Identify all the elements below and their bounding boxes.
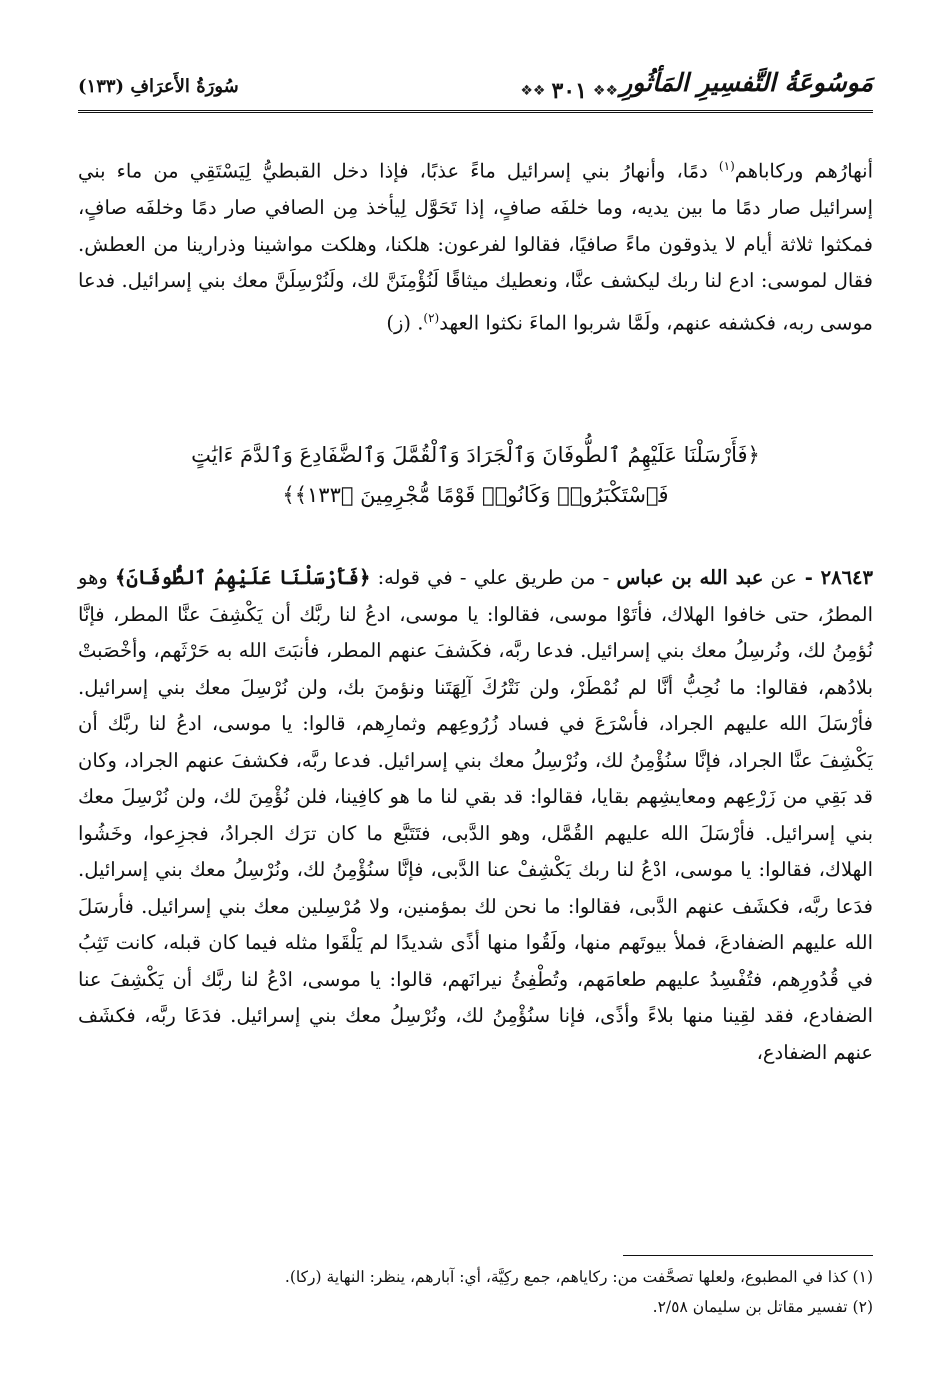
verse-line-1: ﴿فَأَرْسَلْنَا عَلَيْهِمُ ٱلطُّوفَانَ وَٱلْجَرَادَ وَٱلْقُمَّلَ وَٱلضَّفَادِعَ وَٱلدَّمَ ءَايَٰتٍ xyxy=(191,443,760,467)
quran-verse xyxy=(78,435,873,515)
paragraph-1-part-b: دمًا، وأنهارُ بني إسرائيل ماءً عذبًا، فإذا دخل القبطيُّ لِيَسْتَقِي من ماء بني إسرائيل صار دمًا ما بين يديه، وما خلفَه صافٍ، إذا تَحَوَّل لِيأخذ مِن الصافي صار دمًا وخلفَه صافٍ، فمكثوا ثلاثة أيام لا يذوقون ماءً صافيًا، فقالوا لفرعون: هلكنا، وهلكت مواشينا وذرارينا من العطش. فقال لموسى: ادع لنا ربك ليكشف عنَّا، ونعطيك ميثاقًا لَنُؤْمِنَنَّ لك، ولَنُرْسِلَنَّ معك بني إسرائيل. فدعا موسى ربه، فكشفه عنهم، ولَمَّا شربوا الماءَ نكثوا العهد xyxy=(78,159,873,334)
paragraph-1-part-a: أنهارُهم وركاباهم xyxy=(734,159,873,183)
paragraph-1-part-c: . (ز) xyxy=(386,311,424,334)
page-number: ٣٠١ xyxy=(551,78,587,104)
narration-intro: - من طريق علي - في قوله: xyxy=(370,566,617,589)
surah-label: سُورَةُ الأَعرَافِ (١٣٣) xyxy=(78,76,239,97)
footnote-1: (١) كذا في المطبوع، ولعلها تصحَّفت من: ركاياهم، جمع ركِيَّة، أي: آبارهم، ينظر: النهاية (ركا). xyxy=(284,1268,873,1286)
verse-quote: ﴿فَأَرْسَلْنَا عَلَيْهِمُ ٱلطُّوفَانَ﴾ xyxy=(114,566,371,589)
book-page xyxy=(78,60,873,1340)
verse-line-2: فَٱسْتَكْبَرُوا۟ وَكَانُوا۟ قَوْمًا مُّجْرِمِينَ ﴿١٣٣﴾﴾ xyxy=(282,483,669,507)
footnote-divider xyxy=(623,1255,873,1256)
narrator-name: عبد الله بن عباس xyxy=(616,566,764,589)
ornament-left-icon: ❖❖ xyxy=(520,83,546,99)
ornament-right-icon: ❖❖ xyxy=(592,83,618,99)
book-title: مَوسُوعَةُ التَّفسِيرِ المَأثُورِ xyxy=(620,68,873,97)
narrator-prefix: عن xyxy=(763,566,797,589)
footnotes xyxy=(78,1262,873,1322)
hadith-number: ٢٨٦٤٣ - xyxy=(797,566,873,589)
narration-body: وهو المطرُ، حتى خافوا الهلاك، فأتَوْا موسى، فقالوا: يا موسى، ادعُ لنا ربَّك أن يَكْشِفَ عنَّا المطر، فإنَّا نُؤمِنُ لك، ونُرسِلُ معك بني إسرائيل. فدعا ربَّه، فكَشفَ عنهم المطر، فأنبَتَ الله به حَرْثَهم، وأخْصَبتْ بلادُهم، فقالوا: ما نُحِبُّ أنَّا لم نُمْطَرْ، ولن نَتْرُكَ آلِهَتَنا ونؤمنَ بك، ولن نُرْسِلَ معك بني إسرائيل. فأرْسَلَ الله عليهم الجراد، فأسْرَعَ في فساد زُرُوعِهم وثمارِهم، قالوا: يا موسى، ادعُ لنا ربَّك أن يَكْشِفَ عنَّا الجراد، فإنَّا سنُؤْمِنُ لك، ونُرْسِلُ معك بني إسرائيل. فدعا ربَّه، فكشفَ عنهم الجراد، وكان قد بَقِي من زَرْعِهم ومعايشِهم بقايا، فقالوا: قد بقي لنا ما هو كافِينا، فلن نُؤْمِنَ لك، ولن نُرْسِلَ معك بني إسرائيل. فأرْسَلَ الله عليهم القُمَّل، وهو الدَّبى، فتَتَبَّع ما كان ترَك الجرادُ، فجزِعوا، وخَشُوا الهلاك، فقالوا: يا موسى، ادْعُ لنا ربك يَكْشِفْ عنا الدَّبى، فإنَّا سنُؤْمِنُ لك، ونُرْسِلُ معك بني إسرائيل. فدَعا ربَّه، فكشَف عنهم الدَّبى، فقالوا: ما نحن لك بمؤمنين، ولا مُرْسِلين معك بني إسرائيل. فأرسَلَ الله عليهم الضفادعَ، فملأ بيوتَهم منها، ولَقُوا منها أذًى شديدًا لم يَلْقَوا مثله فيما كان قبله، كانت تَثِبُ في قُدُورِهم، فتُفْسِدُ عليهم طعامَهم، وتُطْفِئُ نيرانَهم، قالوا: يا موسى، ادْعُ لنا ربَّك أن يَكْشِفَ عنا الضفادع، فقد لقِينا منها بلاءً وأذًى، فإنا سنُؤْمِنُ لك، ونُرْسِلُ معك بني إسرائيل. فدَعَا ربَّه، فكشَف عنهم الضفادع، xyxy=(78,566,873,1064)
paragraph-1 xyxy=(78,148,873,342)
page-header xyxy=(78,68,873,108)
footnote-2: (٢) تفسير مقاتل بن سليمان ٢/٥٨. xyxy=(652,1298,873,1316)
page-number-group xyxy=(520,78,618,104)
paragraph-2 xyxy=(78,560,873,1071)
footnote-mark-1: (١) xyxy=(718,159,735,173)
footnote-mark-2: (٢) xyxy=(423,310,440,325)
header-divider xyxy=(78,110,873,113)
